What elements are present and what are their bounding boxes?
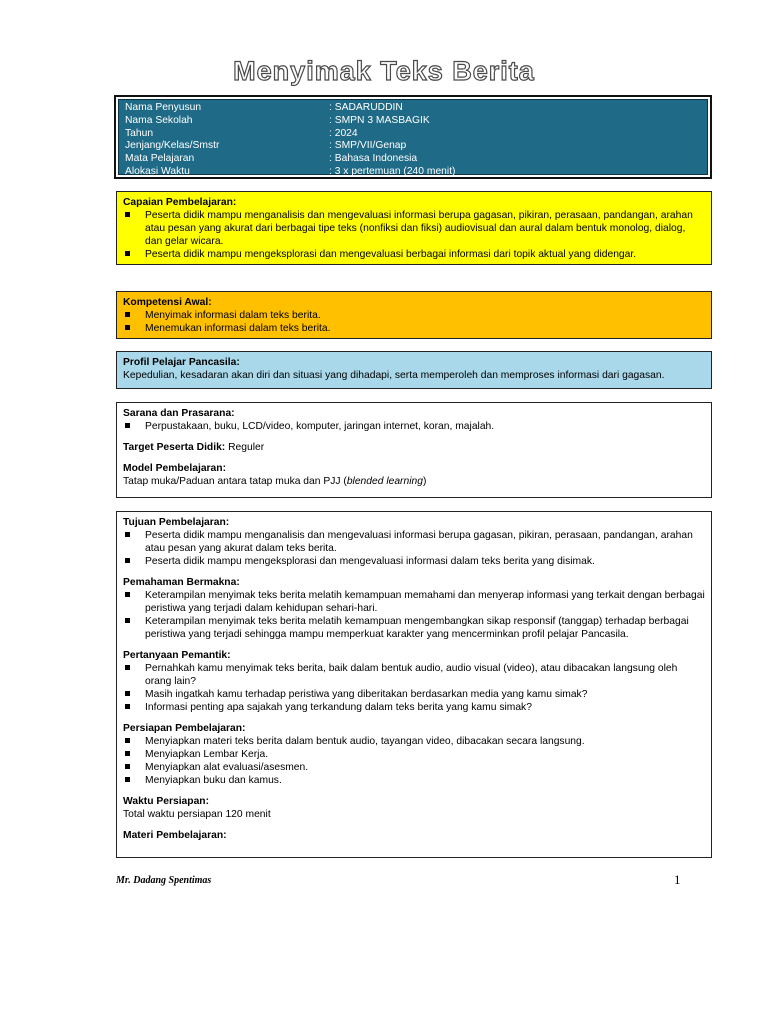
footer-author: Mr. Dadang Spentimas xyxy=(116,875,212,886)
waktu-text: Total waktu persiapan 120 menit xyxy=(123,809,271,820)
pemahaman-item: Keterampilan menyimak teks berita melatih kemampuan memahami dan menyerap informasi yang terkait dengan berbagai peristiwa yang terjadi dalam kehidupan sehari-hari. xyxy=(123,589,705,615)
materi-heading: Materi Pembelajaran: xyxy=(123,830,227,841)
capaian-item: Peserta didik mampu mengeksplorasi dan mengevaluasi berbagai informasi dari topik aktual yang didengar. xyxy=(123,248,705,261)
persiapan-item: Menyiapkan Lembar Kerja. xyxy=(123,748,705,761)
info-value: : SMPN 3 MASBAGIK xyxy=(329,114,430,126)
model-text-italic: blended learning xyxy=(346,476,423,487)
info-row xyxy=(125,140,701,153)
info-box xyxy=(114,95,712,179)
kompetensi-heading: Kompetensi Awal: xyxy=(123,297,212,308)
pertanyaan-item: Pernahkah kamu menyimak teks berita, baik dalam bentuk audio, audio visual (video), atau dibacakan langsung oleh orang lain? xyxy=(123,662,705,688)
profil-text: Kepedulian, kesadaran akan diri dan situasi yang dihadapi, serta memperoleh dan memproses informasi dari gagasan. xyxy=(123,370,665,381)
tujuan-item: Peserta didik mampu menganalisis dan mengevaluasi informasi berupa gagasan, pikiran, perasaan, pandangan, arahan atau pesan yang akurat dalam teks berita. xyxy=(123,529,705,555)
target-label: Target Peserta Didik: xyxy=(123,442,226,453)
sarana-heading: Sarana dan Prasarana: xyxy=(123,408,235,419)
page-number: 1 xyxy=(674,872,681,887)
info-label: Alokasi Waktu xyxy=(125,165,190,177)
info-row xyxy=(125,102,701,115)
kompetensi-awal-box xyxy=(116,291,712,339)
info-value: : SADARUDDIN xyxy=(329,102,403,113)
tujuan-box xyxy=(116,511,712,858)
sarana-item: Perpustakaan, buku, LCD/video, komputer, jaringan internet, koran, majalah. xyxy=(123,420,705,433)
model-text-pre: Tatap muka/Paduan antara tatap muka dan PJJ ( xyxy=(123,476,347,487)
info-label: Mata Pelajaran xyxy=(125,153,195,165)
pertanyaan-item: Masih ingatkah kamu terhadap peristiwa yang diberitakan berdasarkan media yang kamu simak? xyxy=(123,688,705,701)
persiapan-item: Menyiapkan buku dan kamus. xyxy=(123,774,705,787)
tujuan-heading: Tujuan Pembelajaran: xyxy=(123,517,230,528)
waktu-heading: Waktu Persiapan: xyxy=(123,796,210,807)
info-row xyxy=(125,153,701,166)
persiapan-item: Menyiapkan materi teks berita dalam bentuk audio, tayangan video, dibacakan secara langsung. xyxy=(123,735,705,748)
info-value: : 2024 xyxy=(329,127,358,139)
pemahaman-item: Keterampilan menyimak teks berita melatih kemampuan mengembangkan sikap responsif (tanggap) terhadap berbagai peristiwa yang terjadi sehingga mampu memperkuat karakter yang mencerminkan profil pelajar Pancasila. xyxy=(123,615,705,641)
info-row xyxy=(125,128,701,141)
model-text xyxy=(123,475,705,488)
info-label: Tahun xyxy=(125,127,154,139)
info-label: Nama Penyusun xyxy=(125,102,202,113)
target-value: Reguler xyxy=(225,442,265,453)
sarana-box xyxy=(116,402,712,498)
capaian-pembelajaran-box xyxy=(116,191,712,265)
pertanyaan-item: Informasi penting apa sajakah yang terkandung dalam teks berita yang kamu simak? xyxy=(123,701,705,714)
kompetensi-item: Menemukan informasi dalam teks berita. xyxy=(123,322,705,335)
info-label: Jenjang/Kelas/Smstr xyxy=(125,140,220,152)
kompetensi-item: Menyimak informasi dalam teks berita. xyxy=(123,309,705,322)
info-row xyxy=(125,166,701,179)
pemahaman-heading: Pemahaman Bermakna: xyxy=(123,577,240,588)
capaian-item: Peserta didik mampu menganalisis dan mengevaluasi informasi berupa gagasan, pikiran, perasaan, pandangan, arahan atau pesan yang akurat dari berbagai tipe teks (nonfiksi dan fiksi) audiovisual dan aural dalam bentuk monolog, dialog, dan gelar wicara. xyxy=(123,209,705,248)
model-text-post: ) xyxy=(422,476,427,487)
info-label: Nama Sekolah xyxy=(125,114,193,126)
info-table xyxy=(118,99,708,175)
target-line xyxy=(123,441,705,454)
info-value: : Bahasa Indonesia xyxy=(329,153,418,165)
info-value: : SMP/VII/Genap xyxy=(329,140,407,152)
info-value: : 3 x pertemuan (240 menit) xyxy=(329,165,456,177)
capaian-heading: Capaian Pembelajaran: xyxy=(123,197,237,208)
pertanyaan-heading: Pertanyaan Pemantik: xyxy=(123,650,231,661)
profil-pancasila-box xyxy=(116,351,712,389)
persiapan-heading: Persiapan Pembelajaran: xyxy=(123,723,246,734)
info-row xyxy=(125,115,701,128)
model-heading: Model Pembelajaran: xyxy=(123,463,226,474)
tujuan-item: Peserta didik mampu mengeksplorasi dan mengevaluasi informasi dalam teks berita yang disimak. xyxy=(123,555,705,568)
persiapan-item: Menyiapkan alat evaluasi/asesmen. xyxy=(123,761,705,774)
profil-heading: Profil Pelajar Pancasila: xyxy=(123,357,240,368)
document-title: Menyimak Teks Berita xyxy=(233,56,535,86)
